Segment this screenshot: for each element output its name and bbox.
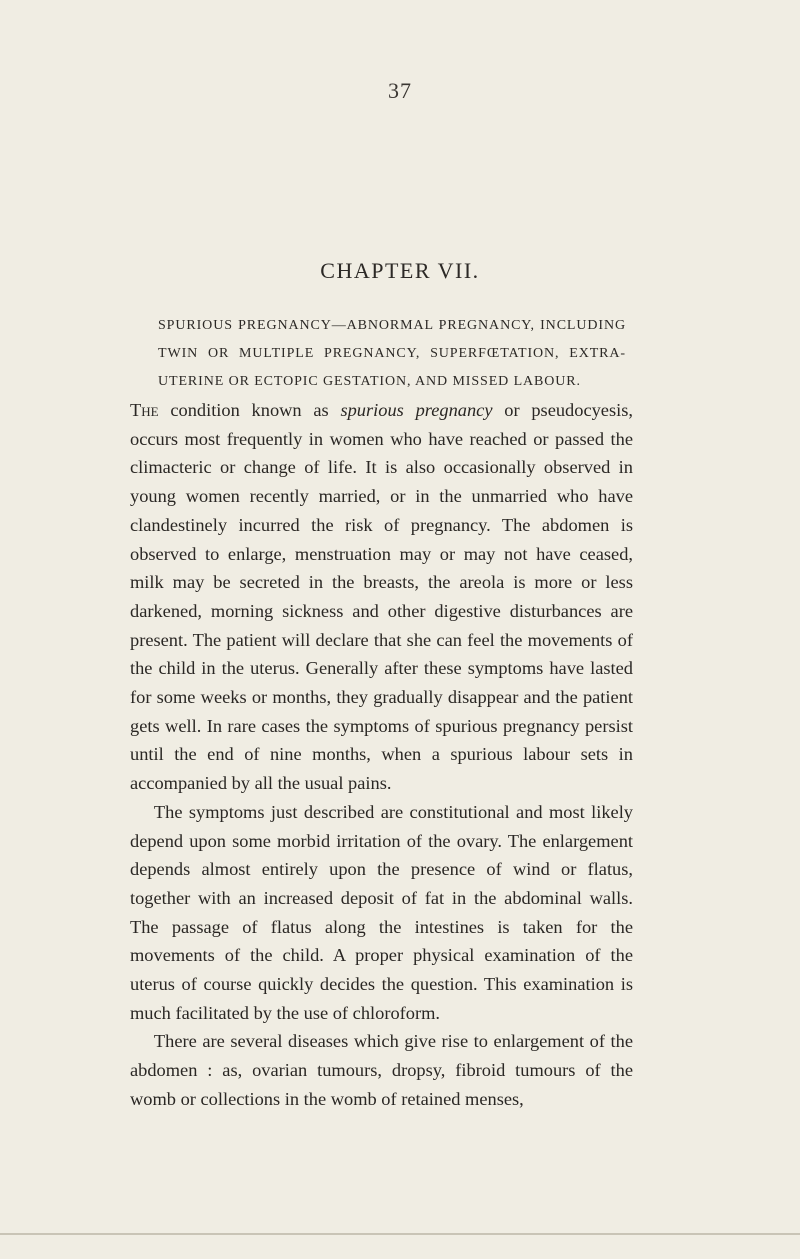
paragraph-text: condition known as <box>158 400 341 420</box>
chapter-title: CHAPTER VII. <box>320 258 480 283</box>
paragraph-diseases: There are several diseases which give rise to enlargement of the abdomen : as, ovarian tumours, dropsy, fibroid tumours of the womb or collections in the womb of retained menses, <box>130 1031 633 1109</box>
paragraph-symptoms: The symptoms just described are constitutional and most likely depend upon some morbid irritation of the ovary. The enlargement depends almost entirely upon the presence of wind or flatus, together with an increased deposit of fat in the abdominal walls. The passage of flatus along the intestines is taken for the movements of the child. A proper physical examination of the uterus of course quickly decides the question. This examination is much facilitated by the use of chloroform. <box>130 801 633 1023</box>
page-edge-rule <box>0 1233 800 1235</box>
paragraph-lead-word: The <box>130 400 159 420</box>
italic-term: spurious pregnancy <box>340 400 493 420</box>
chapter-subtitle: SPURIOUS PREGNANCY—ABNORMAL PREGNANCY, INCLUDING TWIN OR MULTIPLE PREGNANCY, SUPERFŒTATION, EXTRA-UTERINE OR ECTOPIC GESTATION, AND MISSED LABOUR. <box>158 318 626 389</box>
paragraph-text: or pseudocyesis, occurs most frequently in women who have reached or passed the climacteric or change of life. It is also occasionally observed in young women recently married, or in the unmarried who have clandestinely incurred the risk of pregnancy. The abdomen is observed to enlarge, menstruation may or may not have ceased, milk may be secreted in the breasts, the areola is more or less darkened, morning sickness and other digestive disturbances are present. The patient will declare that she can feel the movements of the child in the uterus. Generally after these symptoms have lasted for some weeks or months, they gradually disappear and the patient gets well. In rare cases the symptoms of spurious pregnancy persist until the end of nine months, when a spurious labour sets in accompanied by all the usual pains. <box>130 400 633 794</box>
paragraph-spurious-pregnancy <box>130 396 633 798</box>
page-number: 37 <box>388 78 412 103</box>
body-text <box>130 396 633 1114</box>
